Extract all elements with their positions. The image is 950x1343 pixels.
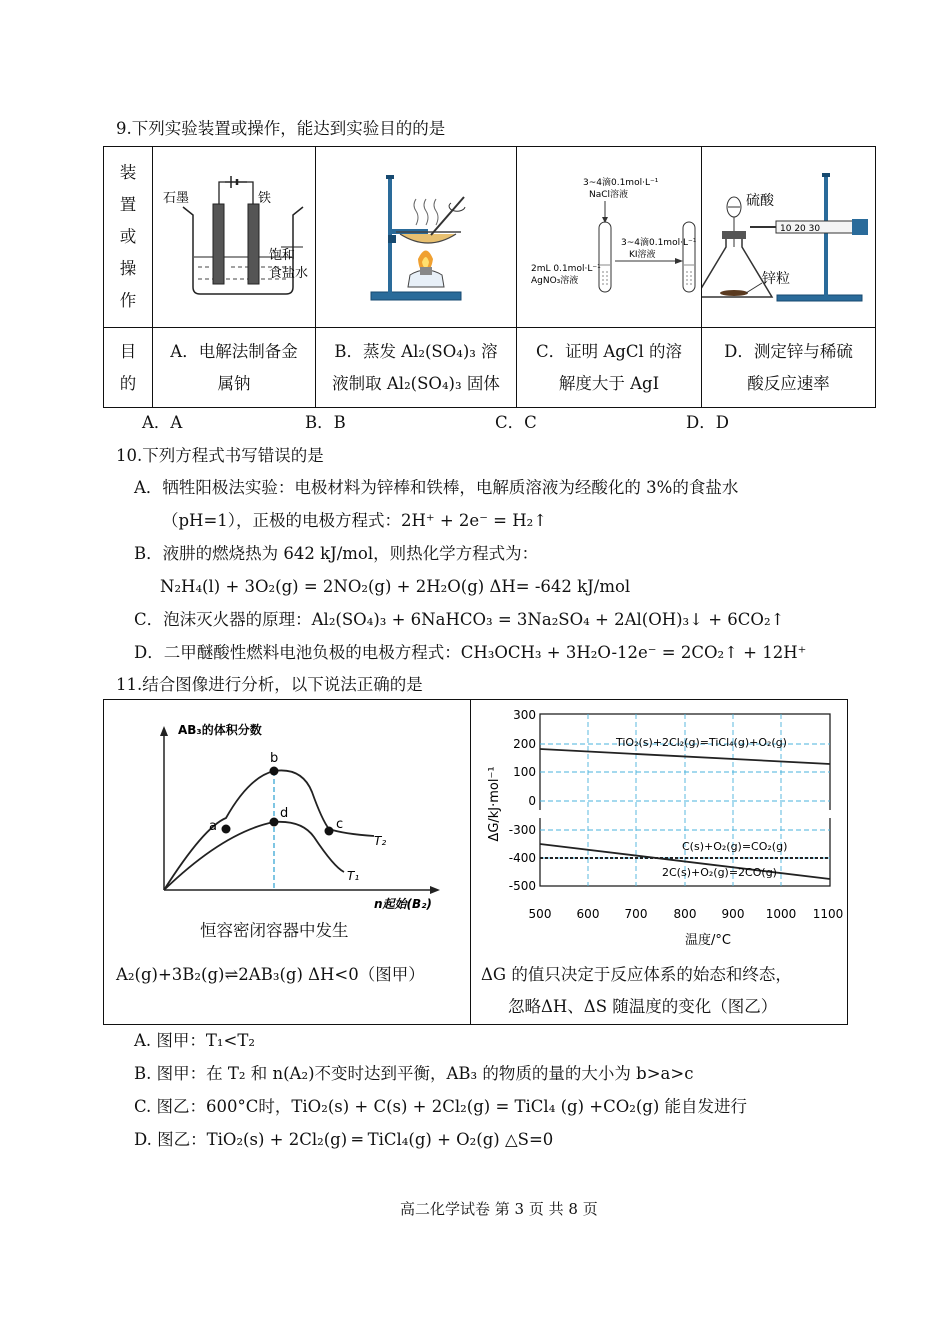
figure-b-xlabel: 温度/°C [685,933,731,948]
figure-a-chart [134,712,454,912]
ytick-m300: -300 [508,823,536,837]
svg-text:3~4滴0.1mol·L⁻¹: 3~4滴0.1mol·L⁻¹ [621,238,697,248]
series-ticl4 [540,749,830,764]
svg-text:AgNO₃溶液: AgNO₃溶液 [531,276,579,286]
point-b [270,767,279,776]
xtick-900: 900 [721,907,745,921]
point-d [270,818,279,827]
xtick-1000: 1000 [765,907,797,921]
q9-choice-b[interactable]: B．B [305,413,346,432]
q11-figure-box [103,699,848,1025]
q10-option-b[interactable]: B．液肼的燃烧热为 642 kJ/mol，则热化学方程式为： [134,544,539,563]
q10-option-d[interactable]: D．二甲醚酸性燃料电池负极的电极方程式：CH₃OCH₃ + 3H₂O-12e⁻ = 2CO₂↑ + 12H⁺ [134,643,807,662]
purpose-d: D．测定锌与稀硫 酸反应速率 [702,328,876,408]
q11-option-b[interactable]: B. 图甲：在 T₂ 和 n(A₂)不变时达到平衡，AB₃ 的物质的量的大小为 b>a>c [134,1064,694,1083]
svg-text:3~4滴0.1mol·L⁻¹: 3~4滴0.1mol·L⁻¹ [583,178,659,188]
figure-b-chart [476,704,846,954]
apparatus-d [702,147,876,328]
solution-label-1: 饱和 [269,248,296,263]
label-a: a [209,819,217,834]
q11-option-a[interactable]: A. 图甲：T₁<T₂ [134,1031,255,1050]
label-b: b [270,751,279,766]
q9-table [103,146,876,408]
ytick-200: 200 [513,737,536,751]
point-c [325,827,334,836]
label-co2: C(s)+O₂(g)=CO₂(g) [682,840,788,853]
label-d: d [280,806,289,821]
q10-title: 10.下列方程式书写错误的是 [116,446,324,465]
figure-a-caption-1: 恒容密闭容器中发生 [200,921,349,940]
row-label-purpose: 目 的 [104,328,153,408]
apparatus-c [517,147,702,328]
figure-a-ylabel: AB₃的体积分数 [178,723,262,737]
svg-text:NaCl溶液: NaCl溶液 [589,190,629,200]
xtick-600: 600 [576,907,600,921]
figure-b-ylabel: ΔG/kJ·mol⁻¹ [487,766,502,842]
q10-option-b-cont: N₂H₄(l) + 3O₂(g) = 2NO₂(g) + 2H₂O(g) ΔH= -642 kJ/mol [160,577,631,596]
purpose-c: C．证明 AgCl 的溶 解度大于 AgI [517,328,702,408]
svg-text:KI溶液: KI溶液 [629,250,656,260]
label-c: c [336,817,344,832]
ytick-100: 100 [513,765,536,779]
svg-text:2mL 0.1mol·L⁻¹: 2mL 0.1mol·L⁻¹ [531,264,601,274]
series-t1-curve [164,822,344,890]
xtick-1100: 1100 [812,907,844,921]
ytick-300: 300 [513,708,536,722]
label-t1: T₁ [347,869,360,883]
syringe-scale: 10 20 30 [780,224,821,234]
q11-option-d[interactable]: D. 图乙：TiO₂(s) + 2Cl₂(g) ═ TiCl₄(g) + O₂(g) △S=0 [134,1130,554,1149]
figure-b-caption-2: 忽略ΔH、ΔS 随温度的变化（图乙） [508,997,778,1016]
xtick-500: 500 [528,907,552,921]
figure-b-caption-1: ΔG 的值只决定于反应体系的始态和终态， [481,965,792,984]
figure-a-xlabel: n起始(B₂) [374,897,432,911]
q9-choice-a[interactable]: A．A [142,413,183,432]
q9-choice-c[interactable]: C．C [495,413,537,432]
ytick-m400: -400 [508,851,536,865]
xtick-800: 800 [673,907,697,921]
page-footer: 高二化学试卷 第 3 页 共 8 页 [400,1200,598,1218]
label-co: 2C(s)+O₂(g)=2CO(g) [662,866,777,879]
xtick-700: 700 [624,907,648,921]
row-label-apparatus: 装 置 或 操 作 [104,147,153,328]
q9-title: 9.下列实验装置或操作，能达到实验目的的是 [116,119,446,138]
q10-option-a[interactable]: A．牺牲阳极法实验：电极材料为锌棒和铁棒，电解质溶液为经酸化的 3%的食盐水 [134,478,739,497]
ytick-m500: -500 [508,879,536,893]
q10-option-a-cont: （pH=1），正极的电极方程式：2H⁺ + 2e⁻ = H₂↑ [162,511,548,530]
point-a [222,825,231,834]
apparatus-a [153,147,316,328]
ytick-0: 0 [528,794,536,808]
q11-option-c[interactable]: C. 图乙：600°C时，TiO₂(s) + C(s) + 2Cl₂(g) = TiCl₄ (g) +CO₂(g) 能自发进行 [134,1097,748,1116]
purpose-a: A．电解法制备金 属钠 [153,328,316,408]
acid-label: 硫酸 [746,193,774,209]
apparatus-b [316,147,517,328]
solution-label-2: 食盐水 [269,266,309,281]
graphite-label: 石墨 [163,191,190,206]
label-ticl4: TiO₂(s)+2Cl₂(g)=TiCl₄(g)+O₂(g) [616,736,787,749]
figure-a-caption-2: A₂(g)+3B₂(g)⇌2AB₃(g) ΔH<0（图甲） [116,965,425,984]
iron-label: 铁 [258,191,272,206]
q11-title: 11.结合图像进行分析，以下说法正确的是 [116,675,423,694]
q10-option-c[interactable]: C．泡沫灭火器的原理：Al₂(SO₄)₃ + 6NaHCO₃ = 3Na₂SO₄ + 2Al(OH)₃↓ + 6CO₂↑ [134,610,785,629]
zinc-label: 锌粒 [762,271,790,287]
q9-choice-d[interactable]: D．D [686,413,729,432]
label-t2: T₂ [374,834,387,848]
purpose-b: B．蒸发 Al₂(SO₄)₃ 溶 液制取 Al₂(SO₄)₃ 固体 [316,328,517,408]
